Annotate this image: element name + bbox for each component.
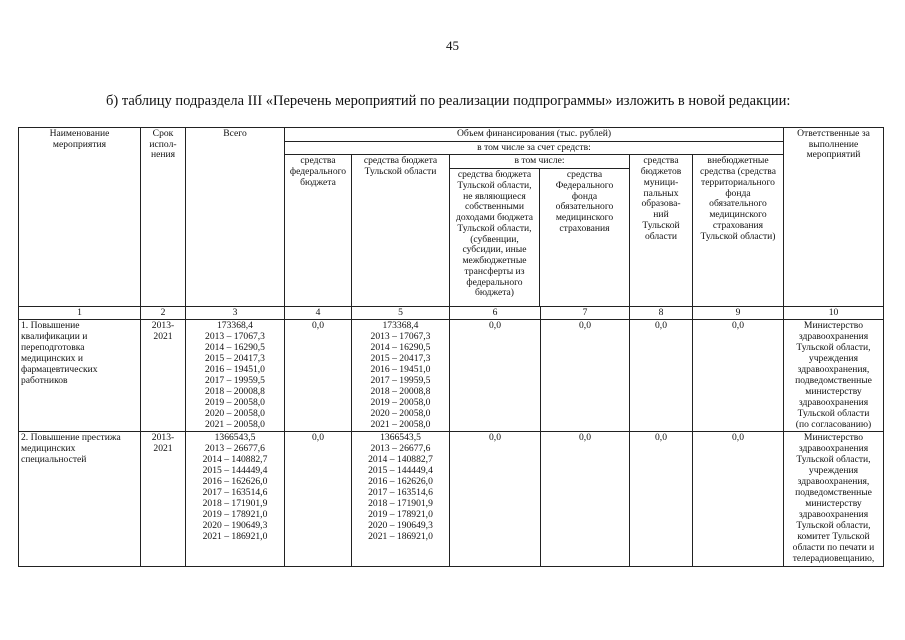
header-name: Наименование мероприятия [19,128,141,307]
municipal-value: 0,0 [630,432,693,566]
header-oms-fund: средства Федерального фонда обязательного медицинского страхования [555,169,614,234]
header-term: Срок испол- нения [141,128,186,307]
responsible-parties: Министерство здравоохранения Тульской области, учреждения здравоохранения, подведомственные министерству здравоохранения Тульской области (по согласованию) [784,320,884,432]
header-including: в том числе: [450,155,629,169]
column-number: 10 [784,307,884,320]
header-responsible: Ответственные за выполнение мероприятий [784,128,884,307]
activity-term: 2013- 2021 [141,432,186,566]
column-number: 6 [450,307,541,320]
column-number-row [19,307,884,320]
column-number: 7 [541,307,630,320]
header-municipal: средства бюджетов муници- пальных образова- ний Тульской области [630,155,693,307]
total-by-year: 1366543,5 2013 – 26677,6 2014 – 140882,7 2015 – 144449,4 2016 – 162626,0 2017 – 163514,6 2018 – 171901,9 2019 – 178921,0 2020 – 190649,3 2021 – 186921,0 [186,432,285,566]
header-federal: средства федерального бюджета [285,155,352,307]
oms-fund-value: 0,0 [541,432,630,566]
extrabudget-value: 0,0 [693,432,784,566]
activity-name: 1. Повышение квалификации и переподготовка медицинских и фармацевтических работников [19,320,141,432]
header-total: Всего [186,128,285,307]
header-volume: Объем финансирования (тыс. рублей) [285,128,784,142]
extrabudget-value: 0,0 [693,320,784,432]
intro-text: б) таблицу подраздела III «Перечень мероприятий по реализации подпрограммы» изложить в новой редакции: [106,93,791,109]
activities-table [18,127,884,567]
regional-by-year: 173368,4 2013 – 17067,3 2014 – 16290,5 2015 – 20417,3 2016 – 19451,0 2017 – 19959,5 2018 – 20008,8 2019 – 20058,0 2020 – 20058,0 2021 – 20058,0 [352,320,450,432]
column-number: 3 [186,307,285,320]
column-number: 4 [285,307,352,320]
regional-by-year: 1366543,5 2013 – 26677,6 2014 – 140882,7 2015 – 144449,4 2016 – 162626,0 2017 – 163514,6 2018 – 171901,9 2019 – 178921,0 2020 – 190649,3 2021 – 186921,0 [352,432,450,566]
regional-own-value: 0,0 [450,320,541,432]
activity-name: 2. Повышение престижа медицинских специальностей [19,432,141,566]
total-by-year: 173368,4 2013 – 17067,3 2014 – 16290,5 2015 – 20417,3 2016 – 19451,0 2017 – 19959,5 2018 – 20008,8 2019 – 20058,0 2020 – 20058,0 2021 – 20058,0 [186,320,285,432]
header-extrabudget: внебюджетные средства (средства территориального фонда обязательного медицинского страхования Тульской области) [693,155,784,307]
regional-own-value: 0,0 [450,432,541,566]
table-row [19,320,884,432]
municipal-value: 0,0 [630,320,693,432]
column-number: 1 [19,307,141,320]
column-number: 2 [141,307,186,320]
responsible-parties: Министерство здравоохранения Тульской области, учреждения здравоохранения, подведомственные министерству здравоохранения Тульской области, комитет Тульской области по печати и телерадиовещанию, [784,432,884,566]
table-row [19,432,884,566]
column-number: 9 [693,307,784,320]
column-number: 8 [630,307,693,320]
activity-term: 2013- 2021 [141,320,186,432]
header-regional: средства бюджета Тульской области [363,155,438,178]
federal-value: 0,0 [285,320,352,432]
page-number: 45 [446,38,459,53]
column-number: 5 [352,307,450,320]
header-regional-own: средства бюджета Тульской области, не являющиеся собственными доходами бюджета Тульской области, (субвенции, субсидии, иные межбюджетные трансферты из федерального бюджета) [450,169,540,306]
header-including-sources: в том числе за счет средств: [285,141,784,155]
oms-fund-value: 0,0 [541,320,630,432]
federal-value: 0,0 [285,432,352,566]
